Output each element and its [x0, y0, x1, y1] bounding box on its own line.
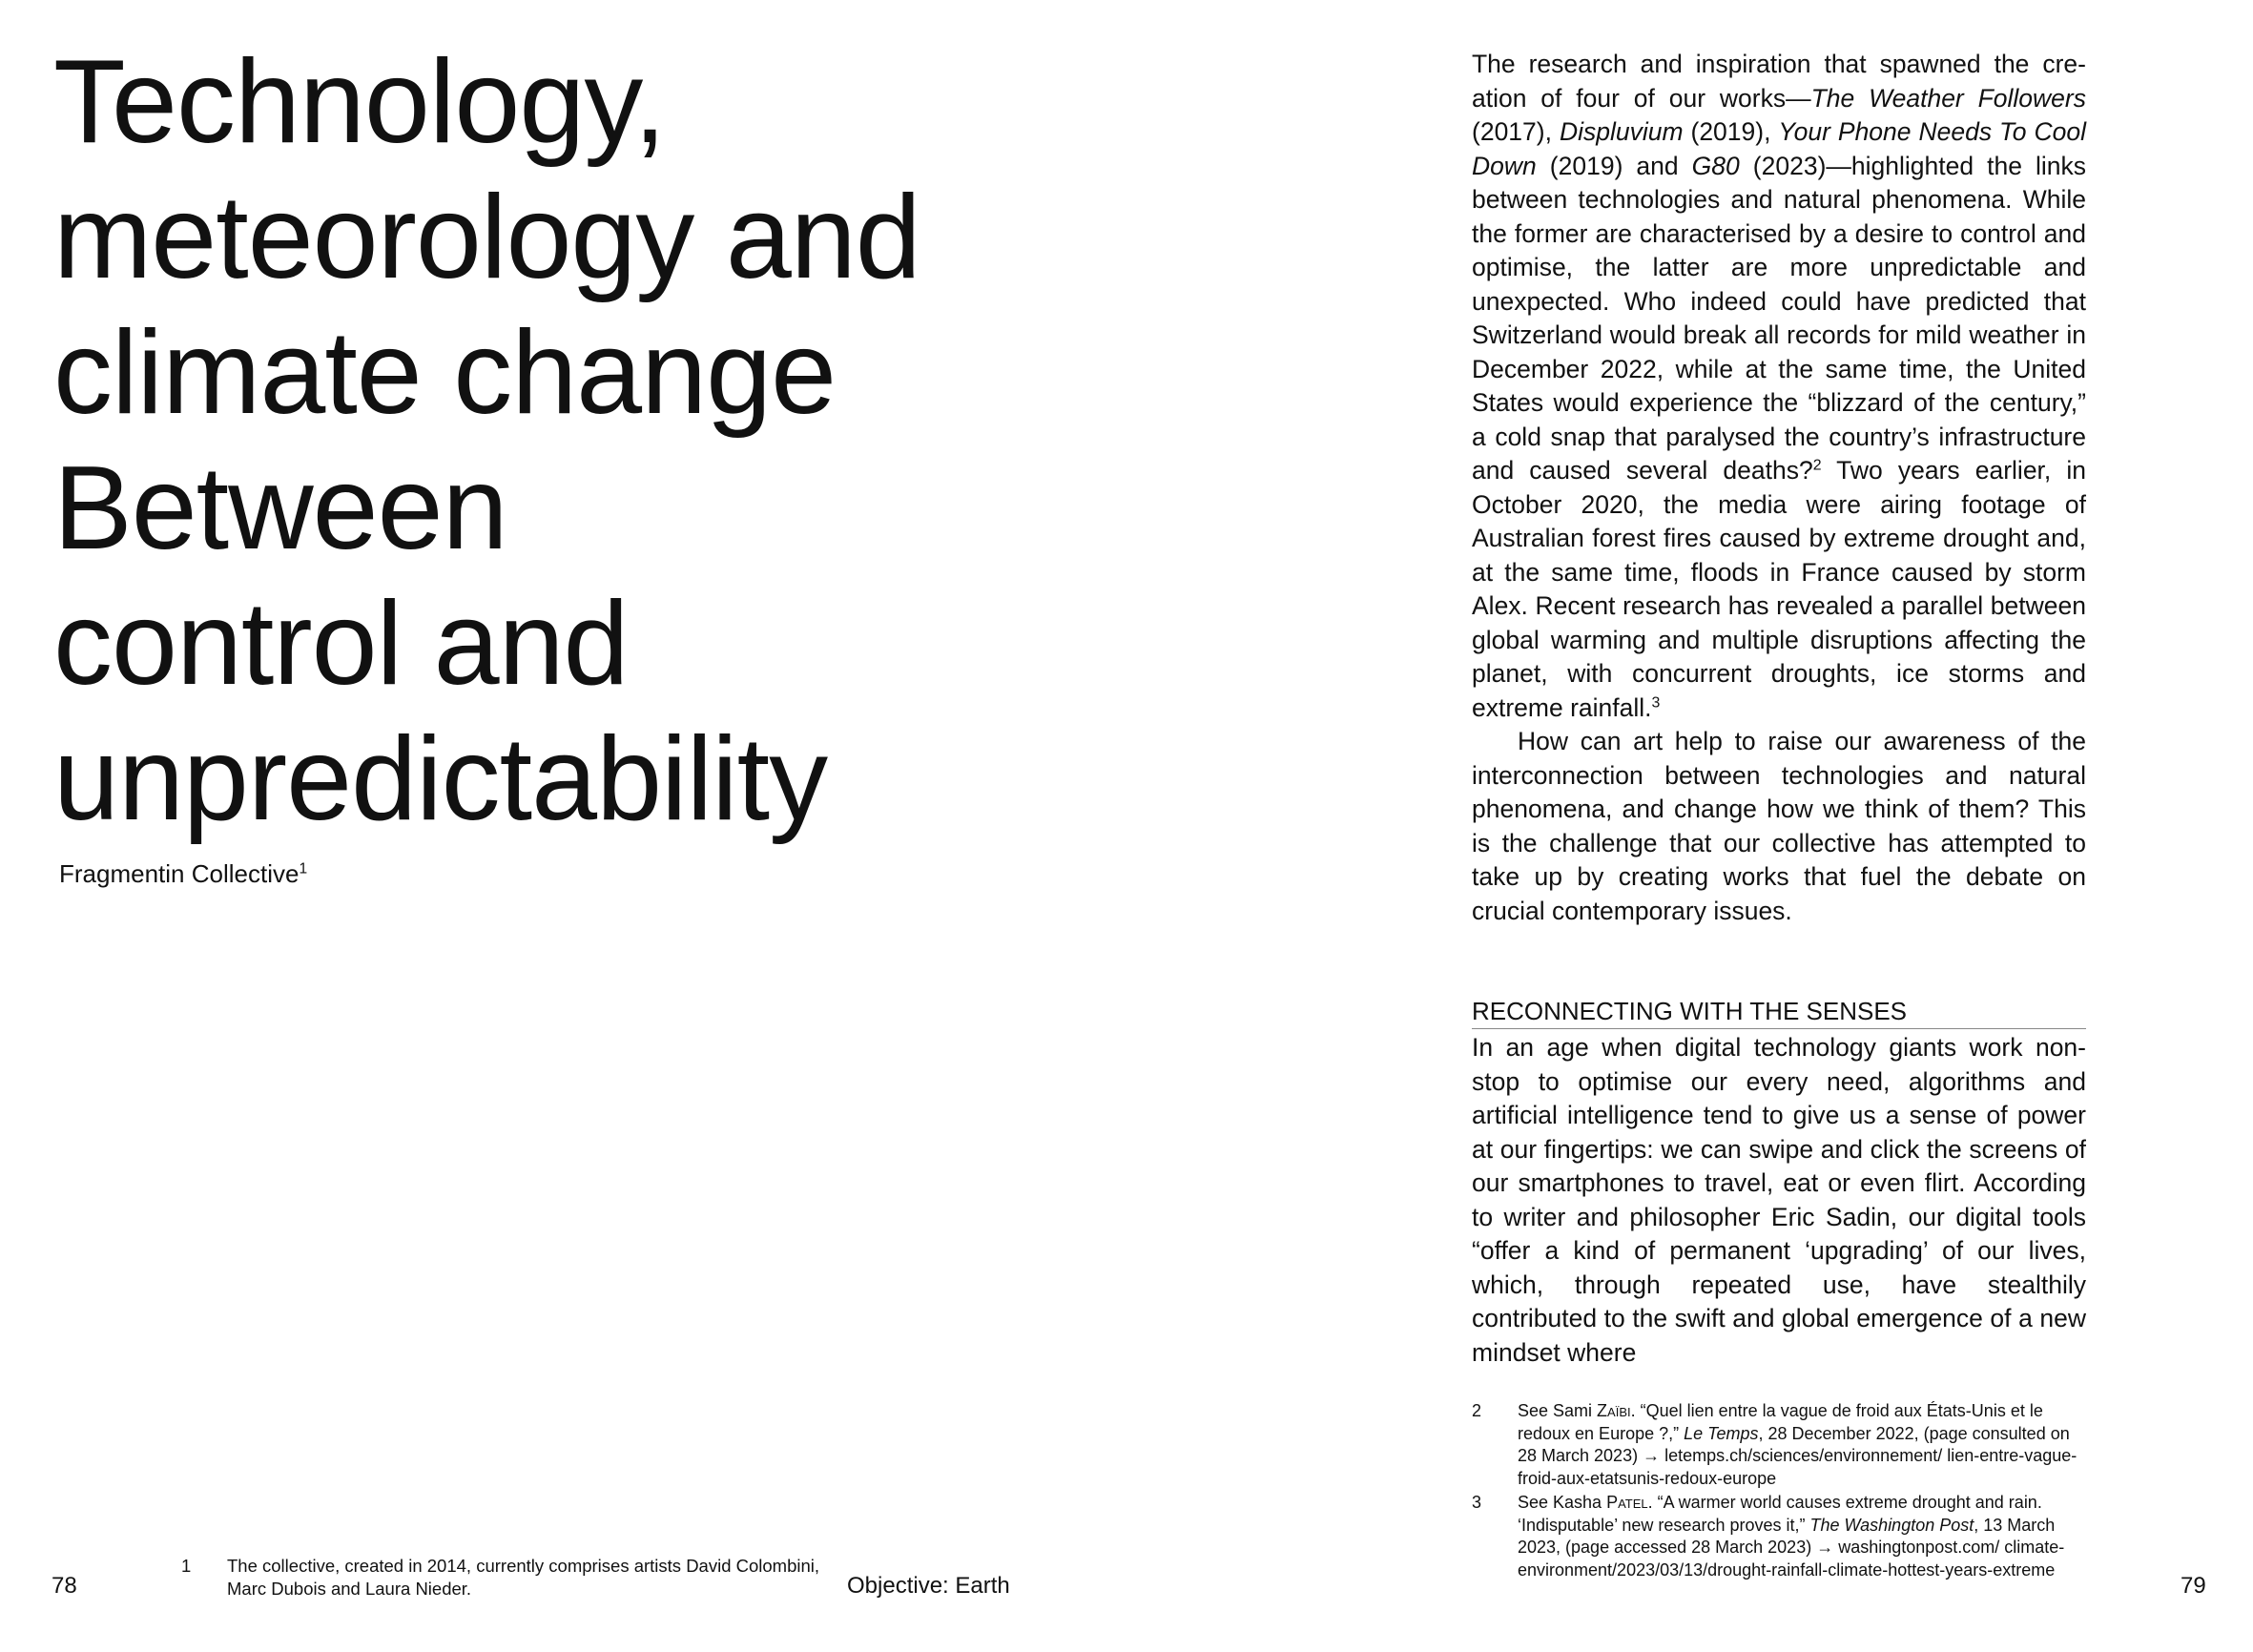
- publication-name: The Washington Post: [1809, 1515, 1974, 1535]
- work-title: Your Phone Needs To Cool Down: [1472, 117, 2087, 180]
- author-surname: Patel: [1606, 1493, 1648, 1512]
- page-number-left: 78: [52, 1573, 77, 1599]
- body-text-continued: [1472, 1031, 2086, 1370]
- page-number-right: 79: [2181, 1573, 2206, 1599]
- text-run: The research and inspiration that spawned the creation of four of our works—: [1472, 50, 2086, 113]
- section-heading: RECONNECTING WITH THE SENSES: [1472, 996, 2086, 1029]
- text-run: See Kasha: [1518, 1493, 1607, 1512]
- footnote-ref: 2: [1812, 457, 1822, 474]
- footnote-number: 3: [1472, 1493, 1482, 1512]
- article-title: [53, 34, 1055, 847]
- author-surname: Zaïbi: [1597, 1401, 1631, 1420]
- footnote-3: [1472, 1492, 2086, 1606]
- text-run: (2017),: [1472, 117, 1560, 146]
- footnote-2: [1472, 1400, 2086, 1492]
- title-line: meteorology and: [53, 172, 920, 303]
- paragraph: How can art help to raise our awareness of the interconnection between technologies and natural phenomena, and change how we think of them? This is the challenge that our collective has attempted to take up by creating works that fuel the debate on crucial contemporary issues.: [1472, 727, 2086, 925]
- paragraph: [1472, 48, 2086, 725]
- footnote-number: 2: [1472, 1401, 1482, 1420]
- work-title: Displuvium: [1559, 117, 1684, 146]
- author-credit: [59, 858, 307, 889]
- text-run: (2023)—highlighted the links between technologies and natural phenomena. While the former are characterised by a desire to control and optimise, the latter are more unpredictable and unexpected. Who indeed could have predicted that Switzerland would break all records for mild weather in December 2022, while at the same time, the United States would experience the “blizzard of the century,” a cold snap that paralysed the country’s infrastructure and caused several deaths?: [1472, 151, 2086, 485]
- author-name: Fragmentin Collective: [59, 859, 300, 888]
- running-title: Objective: Earth: [847, 1573, 1010, 1599]
- work-title: The Weather Followers: [1810, 83, 2086, 113]
- text-run: , 13 March 2023, (page accessed 28 March 2023) → washingtonpost.com/ climate-environment/2023/03/13/drought-rainfall-climate-hottest-years-extreme: [1518, 1515, 2065, 1580]
- footnote-text: [1518, 1492, 2086, 1581]
- footnote-number: 1: [181, 1556, 192, 1576]
- text-run: See Sami: [1518, 1401, 1598, 1420]
- title-line: unpredictability: [53, 713, 828, 845]
- footnote-text: The collective, created in 2014, currently comprises artists David Colombini, Marc Dubois and Laura Nieder.: [227, 1556, 820, 1599]
- footnote-ref: 1: [299, 860, 308, 878]
- paragraph: In an age when digital technology giants work non-stop to optimise our every need, algorithms and artificial intelligence tend to give us a sense of power at our fingertips: we can swipe and click the screens of our smartphones to travel, eat or even flirt. According to writer and philosopher Eric Sadin, our digital tools “offer a kind of permanent ‘upgrading’ of our lives, which, through repeated use, have stealthily contributed to the swift and global emergence of a new mindset where: [1472, 1033, 2086, 1367]
- text-run: , 28 December 2022, (page consulted on 28 March 2023) → letemps.ch/sciences/environnement/ lien-entre-vague-froid-aux-etatsunis-redoux-europe: [1518, 1423, 2077, 1488]
- text-run: (2019) and: [1536, 151, 1692, 180]
- footnote-ref: 3: [1651, 693, 1661, 711]
- title-line: control and: [53, 578, 629, 710]
- work-title: G80: [1691, 151, 1740, 180]
- title-line: Technology,: [53, 36, 666, 168]
- text-run: Two years earlier, in October 2020, the media were airing footage of Australian forest fires caused by extreme drought and, at the same time, floods in France caused by storm Alex. Recent research has revealed a parallel between global warming and multiple disruptions affecting the planet, with concurrent droughts, ice storms and extreme rainfall.: [1472, 456, 2086, 722]
- text-run: . “Quel lien entre la vague de froid aux États-Unis et le redoux en Europe ?,”: [1518, 1401, 2043, 1443]
- title-line: Between: [53, 443, 507, 574]
- publication-name: Le Temps: [1684, 1423, 1759, 1443]
- footnote-text: [1518, 1400, 2086, 1490]
- text-run: (2019),: [1683, 117, 1779, 146]
- body-text: [1472, 48, 2086, 928]
- right-page: [1126, 0, 2253, 1652]
- footnote-1: [181, 1555, 849, 1602]
- title-line: climate change: [53, 307, 837, 439]
- text-run: . “A warmer world causes extreme drought and rain. ‘Indisputable’ new research proves it,”: [1518, 1493, 2042, 1535]
- left-page: [0, 0, 1126, 1652]
